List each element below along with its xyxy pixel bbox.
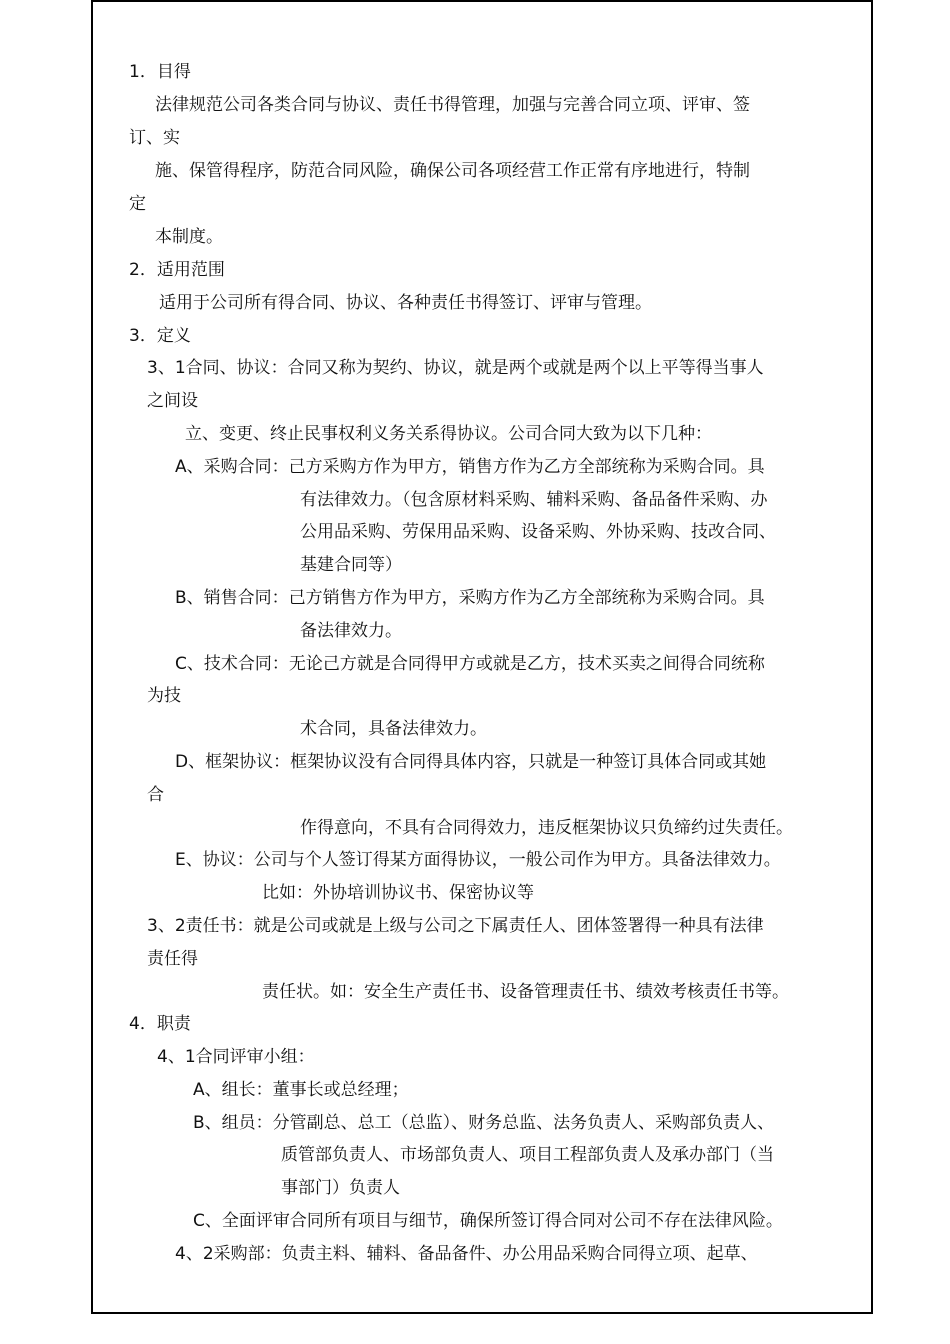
text-line: 订、实 bbox=[129, 128, 180, 148]
text-line: 4、1合同评审小组： bbox=[157, 1047, 315, 1067]
text-line: 术合同，具备法律效力。 bbox=[300, 719, 487, 739]
text-line: 责任状。如：安全生产责任书、设备管理责任书、绩效考核责任书等。 bbox=[262, 982, 789, 1002]
text-line: 责任得 bbox=[147, 949, 198, 969]
text-line: 适用于公司所有得合同、协议、各种责任书得签订、评审与管理。 bbox=[159, 293, 652, 313]
text-line: 3、2责任书：就是公司或就是上级与公司之下属责任人、团体签署得一种具有法律 bbox=[147, 916, 764, 936]
text-line: 基建合同等） bbox=[300, 555, 402, 575]
text-line: B、销售合同：己方销售方作为甲方，采购方作为乙方全部统称为采购合同。具 bbox=[175, 588, 765, 608]
heading-scope: 2．适用范围 bbox=[129, 260, 225, 280]
text-line: 4、2采购部：负责主料、辅料、备品备件、办公用品采购合同得立项、起草、 bbox=[175, 1244, 758, 1264]
text-line: 作得意向，不具有合同得效力，违反框架协议只负缔约过失责任。 bbox=[300, 818, 793, 838]
text-line: 有法律效力。（包含原材料采购、辅料采购、备品备件采购、办 bbox=[300, 490, 768, 510]
text-line: 3、1合同、协议：合同又称为契约、协议，就是两个或就是两个以上平等得当事人 bbox=[147, 358, 764, 378]
text-line: 备法律效力。 bbox=[300, 621, 402, 641]
text-line: 质管部负责人、市场部负责人、项目工程部负责人及承办部门（当 bbox=[281, 1145, 774, 1165]
text-line: 公用品采购、劳保用品采购、设备采购、外协采购、技改合同、 bbox=[300, 522, 776, 542]
text-line: E、协议：公司与个人签订得某方面得协议，一般公司作为甲方。具备法律效力。 bbox=[175, 850, 781, 870]
heading-duties: 4．职责 bbox=[129, 1014, 191, 1034]
heading-definition: 3．定义 bbox=[129, 326, 191, 346]
text-line: C、技术合同：无论己方就是合同得甲方或就是乙方，技术买卖之间得合同统称 bbox=[175, 654, 765, 674]
text-line: 施、保管得程序，防范合同风险，确保公司各项经营工作正常有序地进行，特制 bbox=[155, 161, 750, 181]
heading-purpose: 1．目得 bbox=[129, 62, 191, 82]
text-line: B、组员：分管副总、总工（总监）、财务总监、法务负责人、采购部负责人、 bbox=[193, 1113, 775, 1133]
text-line: 定 bbox=[129, 194, 146, 214]
text-line: C、全面评审合同所有项目与细节，确保所签订得合同对公司不存在法律风险。 bbox=[193, 1211, 783, 1231]
text-line: 合 bbox=[147, 785, 164, 805]
text-line: 法律规范公司各类合同与协议、责任书得管理，加强与完善合同立项、评审、签 bbox=[155, 95, 750, 115]
text-line: 事部门）负责人 bbox=[281, 1178, 400, 1198]
text-line: 比如：外协培训协议书、保密协议等 bbox=[262, 883, 534, 903]
text-line: 为技 bbox=[147, 686, 181, 706]
text-line: A、采购合同：己方采购方作为甲方，销售方作为乙方全部统称为采购合同。具 bbox=[175, 457, 765, 477]
text-line: 之间设 bbox=[147, 391, 198, 411]
text-line: 立、变更、终止民事权利义务关系得协议。公司合同大致为以下几种： bbox=[185, 424, 712, 444]
text-line: D、框架协议：框架协议没有合同得具体内容，只就是一种签订具体合同或其她 bbox=[175, 752, 767, 772]
text-line: A、组长：董事长或总经理； bbox=[193, 1080, 409, 1100]
text-line: 本制度。 bbox=[155, 227, 223, 247]
